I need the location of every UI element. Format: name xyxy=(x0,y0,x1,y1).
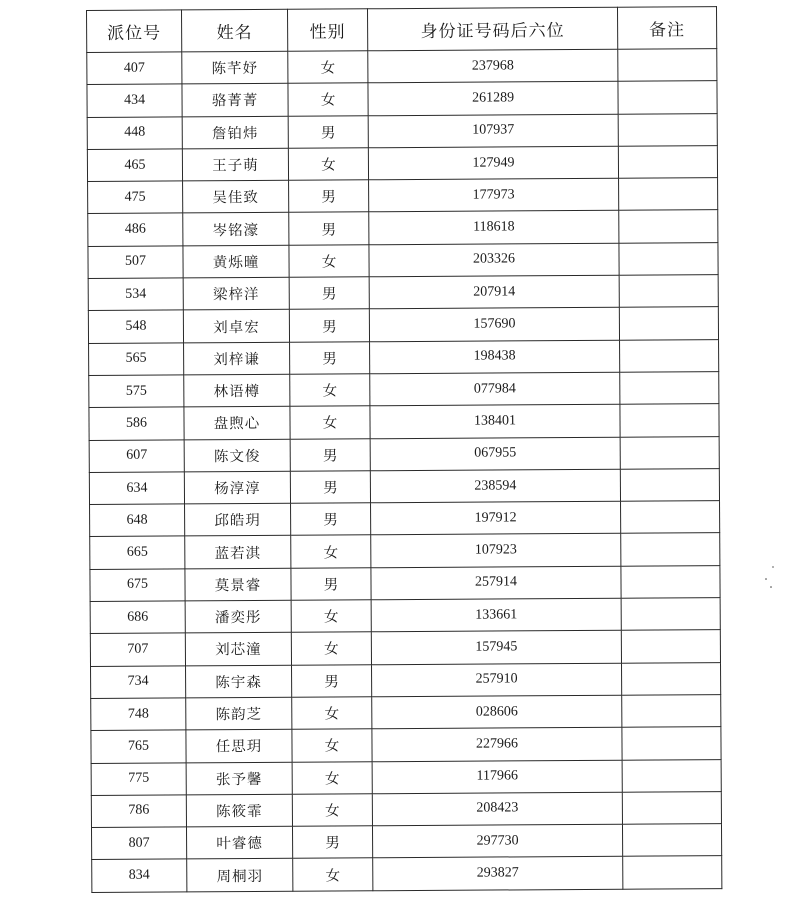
id-last-six-cell: 133661 xyxy=(371,598,621,632)
remarks-cell xyxy=(621,598,720,631)
id-last-six-cell: 237968 xyxy=(368,49,618,83)
allocation-number-cell: 486 xyxy=(88,213,183,246)
student-name-cell: 刘卓宏 xyxy=(183,310,289,343)
allocation-table xyxy=(86,6,722,893)
table-row xyxy=(88,242,718,278)
gender-cell: 男 xyxy=(290,438,370,471)
allocation-number-cell: 648 xyxy=(90,504,185,537)
id-last-six-cell: 118618 xyxy=(369,211,619,245)
student-name-cell: 吴佳致 xyxy=(183,180,289,213)
id-last-six-cell: 207914 xyxy=(369,275,619,309)
remarks-cell xyxy=(619,242,718,275)
table-row xyxy=(89,436,719,472)
scan-speck xyxy=(765,578,767,580)
id-last-six-cell: 293827 xyxy=(373,857,623,891)
remarks-cell xyxy=(622,727,721,760)
remarks-cell xyxy=(621,565,720,598)
remarks-cell xyxy=(620,404,719,437)
student-name-cell: 林语樽 xyxy=(184,374,290,407)
table-row xyxy=(91,727,721,763)
remarks-cell xyxy=(621,630,720,663)
scan-speck xyxy=(770,586,772,588)
document-sheet xyxy=(86,6,721,890)
header-remarks: 备注 xyxy=(617,7,716,50)
student-name-cell: 潘奕彤 xyxy=(185,600,291,633)
remarks-cell xyxy=(623,856,722,889)
table-row xyxy=(87,49,717,85)
allocation-number-cell: 634 xyxy=(89,472,184,505)
student-name-cell: 陈宇森 xyxy=(186,665,292,698)
student-name-cell: 蓝若淇 xyxy=(185,536,291,569)
student-name-cell: 黄烁曈 xyxy=(183,245,289,278)
id-last-six-cell: 197912 xyxy=(371,501,621,535)
table-row xyxy=(91,791,721,827)
table-row xyxy=(89,372,719,408)
student-name-cell: 骆菁菁 xyxy=(182,84,288,117)
allocation-number-cell: 607 xyxy=(89,439,184,472)
gender-cell: 女 xyxy=(288,51,368,84)
allocation-number-cell: 534 xyxy=(88,278,183,311)
id-last-six-cell: 157945 xyxy=(371,631,621,665)
allocation-number-cell: 707 xyxy=(90,633,185,666)
header-name: 姓名 xyxy=(182,9,288,52)
allocation-number-cell: 748 xyxy=(91,698,186,731)
gender-cell: 女 xyxy=(293,858,373,891)
gender-cell: 女 xyxy=(292,729,372,762)
allocation-number-cell: 765 xyxy=(91,730,186,763)
id-last-six-cell: 157690 xyxy=(369,308,619,342)
table-row xyxy=(89,404,719,440)
table-row xyxy=(90,533,720,569)
table-header-row xyxy=(87,7,717,53)
id-last-six-cell: 297730 xyxy=(372,824,622,858)
table-row xyxy=(91,662,721,698)
allocation-number-cell: 565 xyxy=(89,343,184,376)
table-row xyxy=(88,210,718,246)
header-id-last-six: 身份证号码后六位 xyxy=(367,7,617,51)
allocation-number-cell: 586 xyxy=(89,407,184,440)
student-name-cell: 杨淳淳 xyxy=(184,471,290,504)
student-name-cell: 王子萌 xyxy=(182,148,288,181)
id-last-six-cell: 077984 xyxy=(370,372,620,406)
student-name-cell: 叶睿德 xyxy=(186,826,292,859)
table-row xyxy=(91,759,721,795)
id-last-six-cell: 127949 xyxy=(368,146,618,180)
student-name-cell: 盘煦心 xyxy=(184,407,290,440)
table-row xyxy=(88,275,718,311)
remarks-cell xyxy=(620,468,719,501)
allocation-number-cell: 665 xyxy=(90,536,185,569)
table-body xyxy=(87,49,722,893)
student-name-cell: 张予馨 xyxy=(186,762,292,795)
allocation-number-cell: 734 xyxy=(91,666,186,699)
student-name-cell: 刘梓谦 xyxy=(184,342,290,375)
id-last-six-cell: 203326 xyxy=(369,243,619,277)
allocation-number-cell: 807 xyxy=(91,827,186,860)
remarks-cell xyxy=(620,436,719,469)
gender-cell: 女 xyxy=(291,535,371,568)
remarks-cell xyxy=(619,210,718,243)
id-last-six-cell: 107923 xyxy=(371,534,621,568)
scan-speck xyxy=(772,566,774,568)
table-row xyxy=(91,824,721,860)
gender-cell: 女 xyxy=(292,794,372,827)
gender-cell: 女 xyxy=(290,374,370,407)
table-row xyxy=(92,856,722,892)
allocation-number-cell: 448 xyxy=(87,117,182,150)
gender-cell: 女 xyxy=(291,600,371,633)
gender-cell: 女 xyxy=(291,632,371,665)
allocation-number-cell: 548 xyxy=(88,310,183,343)
allocation-number-cell: 775 xyxy=(91,762,186,795)
gender-cell: 男 xyxy=(289,277,369,310)
table-row xyxy=(87,113,717,149)
remarks-cell xyxy=(618,81,717,114)
remarks-cell xyxy=(622,791,721,824)
gender-cell: 男 xyxy=(291,568,371,601)
gender-cell: 女 xyxy=(289,245,369,278)
student-name-cell: 莫景睿 xyxy=(185,568,291,601)
table-row xyxy=(89,339,719,375)
allocation-number-cell: 575 xyxy=(89,375,184,408)
table-row xyxy=(91,695,721,731)
id-last-six-cell: 198438 xyxy=(370,340,620,374)
id-last-six-cell: 067955 xyxy=(370,437,620,471)
gender-cell: 男 xyxy=(288,115,368,148)
id-last-six-cell: 227966 xyxy=(372,727,622,761)
gender-cell: 男 xyxy=(289,309,369,342)
student-name-cell: 陈芊妤 xyxy=(182,51,288,84)
student-name-cell: 岑铭濠 xyxy=(183,213,289,246)
gender-cell: 女 xyxy=(288,148,368,181)
student-name-cell: 刘芯潼 xyxy=(185,633,291,666)
table-row xyxy=(90,630,720,666)
id-last-six-cell: 261289 xyxy=(368,82,618,116)
table-row xyxy=(89,468,719,504)
table-row xyxy=(90,501,720,537)
student-name-cell: 陈文俊 xyxy=(184,439,290,472)
table-row xyxy=(88,178,718,214)
remarks-cell xyxy=(620,372,719,405)
id-last-six-cell: 028606 xyxy=(372,695,622,729)
remarks-cell xyxy=(622,759,721,792)
remarks-cell xyxy=(618,146,717,179)
table-row xyxy=(88,307,718,343)
remarks-cell xyxy=(618,113,717,146)
gender-cell: 男 xyxy=(292,826,372,859)
remarks-cell xyxy=(619,275,718,308)
remarks-cell xyxy=(620,339,719,372)
student-name-cell: 詹铂炜 xyxy=(182,116,288,149)
remarks-cell xyxy=(622,695,721,728)
allocation-number-cell: 686 xyxy=(90,601,185,634)
id-last-six-cell: 177973 xyxy=(369,178,619,212)
gender-cell: 男 xyxy=(290,471,370,504)
id-last-six-cell: 238594 xyxy=(370,469,620,503)
student-name-cell: 任思玥 xyxy=(186,729,292,762)
gender-cell: 女 xyxy=(292,697,372,730)
remarks-cell xyxy=(621,533,720,566)
id-last-six-cell: 107937 xyxy=(368,114,618,148)
gender-cell: 男 xyxy=(291,503,371,536)
header-allocation-number: 派位号 xyxy=(87,10,182,53)
gender-cell: 女 xyxy=(290,406,370,439)
gender-cell: 女 xyxy=(288,83,368,116)
gender-cell: 男 xyxy=(289,212,369,245)
allocation-number-cell: 507 xyxy=(88,246,183,279)
id-last-six-cell: 257910 xyxy=(372,663,622,697)
gender-cell: 男 xyxy=(290,341,370,374)
remarks-cell xyxy=(622,824,721,857)
allocation-number-cell: 407 xyxy=(87,52,182,85)
table-row xyxy=(87,81,717,117)
allocation-number-cell: 786 xyxy=(91,795,186,828)
gender-cell: 女 xyxy=(292,761,372,794)
allocation-number-cell: 475 xyxy=(88,181,183,214)
id-last-six-cell: 117966 xyxy=(372,760,622,794)
gender-cell: 男 xyxy=(289,180,369,213)
id-last-six-cell: 257914 xyxy=(371,566,621,600)
remarks-cell xyxy=(621,662,720,695)
allocation-number-cell: 434 xyxy=(87,84,182,117)
student-name-cell: 陈筱霏 xyxy=(186,794,292,827)
student-name-cell: 梁梓洋 xyxy=(183,277,289,310)
header-gender: 性别 xyxy=(287,9,367,51)
remarks-cell xyxy=(618,49,717,82)
allocation-number-cell: 675 xyxy=(90,569,185,602)
table-row xyxy=(90,565,720,601)
allocation-number-cell: 465 xyxy=(87,149,182,182)
allocation-number-cell: 834 xyxy=(92,859,187,892)
remarks-cell xyxy=(619,307,718,340)
id-last-six-cell: 208423 xyxy=(372,792,622,826)
gender-cell: 男 xyxy=(292,664,372,697)
remarks-cell xyxy=(619,178,718,211)
student-name-cell: 周桐羽 xyxy=(187,859,293,892)
student-name-cell: 邱皓玥 xyxy=(185,503,291,536)
student-name-cell: 陈韵芝 xyxy=(186,697,292,730)
table-row xyxy=(90,598,720,634)
remarks-cell xyxy=(621,501,720,534)
id-last-six-cell: 138401 xyxy=(370,405,620,439)
table-row xyxy=(87,146,717,182)
